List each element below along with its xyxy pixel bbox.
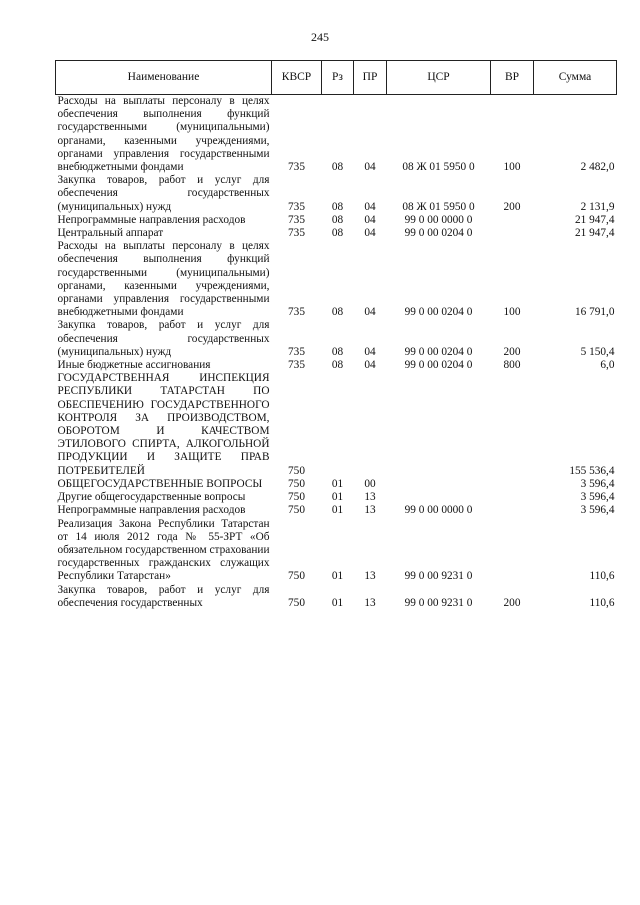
- row-name: ГОСУДАРСТВЕННАЯ ИНСПЕКЦИЯ РЕСПУБЛИКИ ТАТАРСТАН ПО ОБЕСПЕЧЕНИЮ ГОСУДАРСТВЕННОГО КОНТРОЛЯ ЗА ПРОИЗВОДСТВОМ, ОБОРОТОМ И КАЧЕСТВОМ ЭТИЛОВОГО СПИРТА, АЛКОГОЛЬНОЙ ПРОДУКЦИИ И ЗАЩИТЕ ПРАВ ПОТРЕБИТЕЛЕЙ: [57, 372, 270, 477]
- row-name: Непрограммные направления расходов: [57, 504, 246, 517]
- row-pr: 13: [364, 570, 376, 583]
- row-vr: [491, 518, 534, 584]
- row-csr: 08 Ж 01 5950 0: [402, 161, 475, 174]
- row-vr: [491, 504, 534, 517]
- row-sum: 2 482,0: [580, 161, 615, 174]
- row-kvsr: 735: [288, 161, 305, 174]
- row-pr: 00: [364, 477, 376, 490]
- table-row: [56, 491, 617, 504]
- row-csr: [387, 491, 491, 504]
- row-rz: 08: [331, 213, 344, 226]
- row-vr: 200: [503, 596, 521, 609]
- table-row: [56, 174, 617, 214]
- row-rz: 01: [331, 491, 344, 504]
- row-csr: 99 0 00 0204 0: [404, 359, 473, 372]
- row-kvsr: 735: [288, 345, 305, 358]
- row-kvsr: 735: [288, 227, 305, 240]
- row-sum: 2 131,9: [580, 200, 615, 213]
- table-row: [56, 372, 617, 478]
- row-sum: 155 536,4: [569, 464, 615, 477]
- row-sum: 5 150,4: [580, 345, 615, 358]
- row-sum: 3 596,4: [580, 491, 615, 504]
- row-pr: 13: [364, 504, 376, 517]
- row-name: Другие общегосударственные вопросы: [57, 491, 246, 504]
- table-header-row: [56, 61, 617, 95]
- header-rz: Рз: [322, 61, 354, 95]
- row-vr: [491, 214, 534, 227]
- row-pr: 04: [364, 345, 376, 358]
- row-pr: 04: [364, 213, 376, 226]
- header-name: Наименование: [56, 61, 272, 95]
- table-row: [56, 240, 617, 319]
- table-row: [56, 95, 617, 175]
- row-csr: 99 0 00 0204 0: [404, 345, 473, 358]
- row-vr: [491, 478, 534, 491]
- row-pr: 04: [364, 227, 376, 240]
- table-row: [56, 214, 617, 227]
- row-vr: 800: [503, 359, 521, 372]
- row-sum: 110,6: [589, 570, 615, 583]
- row-name: ОБЩЕГОСУДАРСТВЕННЫЕ ВОПРОСЫ: [57, 477, 263, 490]
- table-row: [56, 518, 617, 584]
- row-kvsr: 750: [288, 596, 305, 609]
- row-name: Расходы на выплаты персоналу в целях обеспечения выполнения функций государственными (муниципальными) органами, казенными учреждениями, органами управления государственными внебюджетными фондами: [57, 95, 270, 174]
- row-kvsr: 735: [288, 213, 305, 226]
- row-name: Реализация Закона Республики Татарстан от 14 июля 2012 года № 55-ЗРТ «Об обязательном государственном страховании государственных гражданских служащих Республики Татарстан»: [57, 517, 270, 583]
- row-sum: 3 596,4: [580, 504, 615, 517]
- row-name: Закупка товаров, работ и услуг для обеспечения государственных (муниципальных) нужд: [57, 319, 270, 358]
- row-pr: 13: [364, 596, 376, 609]
- row-rz: [322, 372, 354, 478]
- header-pr: ПР: [354, 61, 387, 95]
- row-vr: 200: [503, 200, 521, 213]
- table-row: [56, 478, 617, 491]
- row-kvsr: 750: [288, 504, 305, 517]
- row-name: Закупка товаров, работ и услуг для обеспечения государственных (муниципальных) нужд: [57, 174, 270, 213]
- row-rz: 01: [331, 596, 344, 609]
- row-sum: 16 791,0: [574, 306, 615, 319]
- row-sum: 3 596,4: [580, 477, 615, 490]
- row-rz: 08: [331, 345, 344, 358]
- row-kvsr: 735: [288, 306, 305, 319]
- header-sum: Сумма: [534, 61, 617, 95]
- table-row: [56, 227, 617, 240]
- row-sum: 21 947,4: [574, 213, 615, 226]
- row-name: Непрограммные направления расходов: [57, 213, 246, 226]
- row-rz: 01: [331, 504, 344, 517]
- row-name: Иные бюджетные ассигнования: [57, 359, 211, 372]
- row-csr: [387, 372, 491, 478]
- row-name: Центральный аппарат: [57, 227, 164, 240]
- row-kvsr: 750: [288, 477, 305, 490]
- budget-table: [55, 60, 617, 610]
- row-kvsr: 735: [288, 200, 305, 213]
- row-csr: 99 0 00 0000 0: [404, 213, 473, 226]
- table-row: [56, 584, 617, 610]
- table-row: [56, 359, 617, 372]
- table-row: [56, 319, 617, 359]
- row-pr: [354, 372, 387, 478]
- row-vr: 100: [503, 306, 521, 319]
- row-rz: 01: [331, 477, 344, 490]
- row-vr: 100: [503, 161, 521, 174]
- row-sum: 6,0: [600, 359, 615, 372]
- row-kvsr: 750: [288, 491, 305, 504]
- row-csr: 99 0 00 0204 0: [404, 306, 473, 319]
- row-rz: 08: [331, 161, 344, 174]
- row-rz: 08: [331, 359, 344, 372]
- row-rz: 08: [331, 306, 344, 319]
- row-vr: 200: [503, 345, 521, 358]
- header-csr: ЦСР: [387, 61, 491, 95]
- row-csr: 99 0 00 0204 0: [404, 227, 473, 240]
- row-csr: 99 0 00 9231 0: [404, 570, 473, 583]
- row-pr: 04: [364, 306, 376, 319]
- row-name: Закупка товаров, работ и услуг для обеспечения государственных: [57, 583, 270, 609]
- header-vr: ВР: [491, 61, 534, 95]
- row-pr: 04: [364, 200, 376, 213]
- row-csr: [387, 478, 491, 491]
- row-name: Расходы на выплаты персоналу в целях обеспечения выполнения функций государственными (муниципальными) органами, казенными учреждениями, органами управления государственными внебюджетными фондами: [57, 240, 270, 319]
- row-kvsr: 735: [288, 359, 305, 372]
- row-sum: 21 947,4: [574, 227, 615, 240]
- row-csr: 99 0 00 0000 0: [404, 504, 473, 517]
- row-vr: [491, 491, 534, 504]
- row-kvsr: 750: [288, 464, 305, 477]
- row-pr: 04: [364, 359, 376, 372]
- row-csr: 99 0 00 9231 0: [404, 596, 473, 609]
- row-pr: 13: [364, 491, 376, 504]
- row-sum: 110,6: [589, 596, 615, 609]
- row-pr: 04: [364, 161, 376, 174]
- row-vr: [491, 227, 534, 240]
- row-kvsr: 750: [288, 570, 305, 583]
- page-number: 245: [311, 30, 329, 44]
- header-kvsr: КВСР: [272, 61, 322, 95]
- table-row: [56, 504, 617, 517]
- row-rz: 08: [331, 227, 344, 240]
- row-rz: 01: [331, 570, 344, 583]
- row-vr: [491, 372, 534, 478]
- row-csr: 08 Ж 01 5950 0: [402, 200, 475, 213]
- row-rz: 08: [331, 200, 344, 213]
